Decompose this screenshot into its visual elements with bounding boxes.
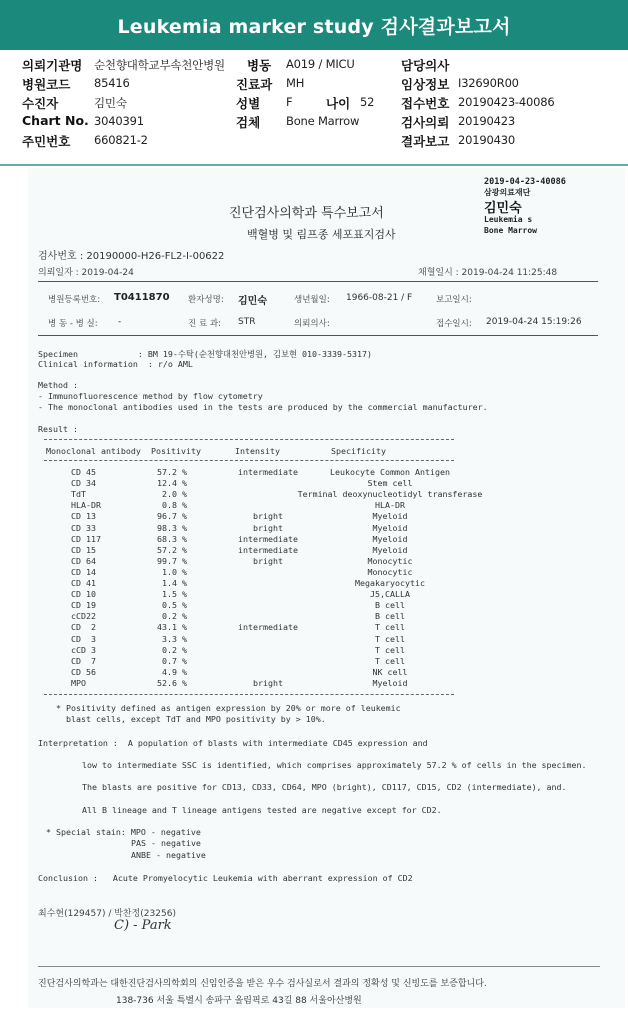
- special-stain-line-3: ANBE - negative: [131, 850, 206, 860]
- specificity-cell: Myeloid: [372, 511, 408, 522]
- label-institution: 의뢰기관명: [22, 58, 83, 73]
- positivity-cell: 0.2 %: [162, 644, 187, 655]
- request-date-line: 의뢰일자 : 2019-04-24: [38, 268, 134, 278]
- specificity-cell: Terminal deoxynucleotidyl transferase: [297, 489, 483, 500]
- antibody-cell: cCD22: [71, 611, 96, 622]
- table-rule-top: [44, 439, 454, 440]
- specificity-cell: Megakaryocytic: [355, 578, 425, 588]
- specificity-cell: T cell: [375, 622, 405, 633]
- dob-value: 1966-08-21 / F: [346, 293, 413, 303]
- banner-title: Leukemia marker study 검사결과보고서: [117, 15, 511, 38]
- antibody-cell: CD 13: [71, 511, 96, 522]
- positivity-cell: 2.0 %: [162, 489, 187, 500]
- label-report-date: 결과보고: [401, 134, 450, 149]
- interpretation-line-4: All B lineage and T lineage antigens tested are negative except for CD2.: [82, 805, 442, 815]
- col-intensity: Intensity: [235, 446, 280, 456]
- intensity-cell: bright: [253, 677, 283, 688]
- patient-value: 김민숙: [238, 296, 267, 307]
- specificity-cell: T cell: [375, 644, 405, 655]
- positivity-cell: 57.2 %: [157, 467, 187, 477]
- specificity-cell: Monocytic: [367, 555, 413, 566]
- value-patient: 김민숙: [94, 96, 127, 110]
- antibody-cell: CD 64: [71, 555, 96, 566]
- value-ward: A019 / MICU: [286, 57, 355, 71]
- clinical-line: Clinical information : r/o AML: [38, 359, 193, 369]
- doctor-label: 의뢰의사:: [294, 319, 330, 329]
- table-rule-mid: [44, 460, 454, 461]
- antibody-cell: CD 45: [71, 467, 96, 477]
- stamp-date: 2019-04-23-40086: [484, 177, 566, 187]
- antibody-cell: HLA-DR: [71, 500, 101, 511]
- footer-line-2: 138-736 서울 특별시 송파구 올림픽로 43길 88 서울아산병원: [116, 996, 362, 1006]
- stamp-line-2: Bone Marrow: [484, 226, 537, 235]
- interpretation-line-1: Interpretation : A population of blasts with intermediate CD45 expression and: [38, 738, 428, 748]
- specimen-line: Specimen : BM 19-수탁(순천향대천안병원, 김보현 010-3339-5317): [38, 349, 372, 359]
- special-stain-line-1: * Special stain: MPO - negative: [46, 827, 201, 837]
- col-specificity: Specificity: [331, 446, 386, 456]
- positivity-cell: 98.3 %: [157, 522, 187, 533]
- label-age: 나이: [326, 96, 351, 111]
- rule: [38, 281, 598, 282]
- report-date-label: 보고일시:: [436, 295, 472, 305]
- label-clinical-info: 임상정보: [401, 77, 450, 92]
- header-row: [0, 75, 628, 94]
- label-department: 진료과: [236, 77, 273, 92]
- table-row: [28, 556, 588, 567]
- table-row: [28, 523, 588, 534]
- table-row: [28, 578, 588, 589]
- dept-label: 진 료 과:: [188, 319, 221, 329]
- antibody-cell: MPO: [71, 677, 86, 688]
- method-line-1: - Immunofluorescence method by flow cytometry: [38, 391, 263, 401]
- table-row: [28, 545, 588, 556]
- intensity-cell: bright: [253, 555, 283, 566]
- footnote-line-2: blast cells, except TdT and MPO positivity by > 10%.: [56, 714, 326, 724]
- interpretation-line-2: low to intermediate SSC is identified, which comprises approximately 57.2 % of cells in the specimen.: [82, 760, 587, 770]
- specificity-cell: Monocytic: [367, 566, 413, 577]
- antibody-cell: CD 33: [71, 522, 96, 533]
- antibody-cell: CD 56: [71, 666, 96, 677]
- table-row: [28, 500, 588, 511]
- handwritten-signature: C) - Park: [114, 918, 172, 933]
- intensity-cell: intermediate: [238, 544, 298, 555]
- value-receipt-no: 20190423-40086: [458, 95, 555, 109]
- specificity-cell: HLA-DR: [375, 500, 405, 511]
- positivity-cell: 1.4 %: [162, 578, 187, 588]
- intensity-cell: bright: [253, 511, 283, 522]
- table-row: [28, 534, 588, 545]
- intensity-cell: intermediate: [238, 622, 298, 633]
- table-row: [28, 611, 588, 622]
- table-row: [28, 622, 588, 633]
- table-row: [28, 634, 588, 645]
- col-positivity: Positivity: [151, 446, 201, 456]
- report-title: 진단검사의학과 특수보고서: [229, 206, 384, 221]
- table-row: [28, 489, 588, 500]
- table-row: [28, 589, 588, 600]
- special-stain-line-2: PAS - negative: [131, 838, 201, 848]
- positivity-cell: 52.6 %: [157, 677, 187, 688]
- value-report-date: 20190430: [458, 133, 515, 147]
- table-row: [28, 511, 588, 522]
- table-row: [28, 645, 588, 656]
- dob-label: 생년월일:: [294, 295, 330, 305]
- label-doctor: 담당의사: [401, 58, 450, 73]
- label-chart-no: Chart No.: [22, 113, 89, 128]
- footer-rule: [38, 966, 600, 967]
- antibody-cell: CD 41: [71, 578, 96, 588]
- ward-label: 병 동 - 병 실:: [48, 319, 98, 329]
- antibody-cell: CD 14: [71, 566, 96, 577]
- stamp-org: 삼광의료재단: [484, 188, 531, 197]
- value-specimen: Bone Marrow: [286, 114, 360, 128]
- label-sex: 성별: [236, 96, 261, 111]
- specificity-cell: J5,CALLA: [370, 589, 410, 600]
- value-clinical-info: I32690R00: [458, 76, 519, 90]
- specificity-cell: T cell: [375, 655, 405, 666]
- method-line-2: - The monoclonal antibodies used in the tests are produced by the commercial manufacturer.: [38, 402, 488, 412]
- header-row: [0, 94, 628, 113]
- reg-label: 병원등록번호:: [48, 295, 101, 305]
- intensity-cell: bright: [253, 522, 283, 533]
- header-row: [0, 132, 628, 151]
- specificity-cell: B cell: [375, 611, 405, 622]
- label-specimen: 검체: [236, 115, 261, 130]
- ward-value: -: [118, 317, 122, 327]
- exam-number: 검사번호 : 20190000-H26-FL2-I-00622: [38, 251, 225, 262]
- value-chart-no: 3040391: [94, 114, 144, 128]
- intensity-cell: intermediate: [238, 533, 298, 544]
- antibody-cell: TdT: [71, 489, 86, 500]
- patient-label: 환자성명:: [188, 295, 224, 305]
- table-row: [28, 678, 588, 689]
- footer-line-1: 진단검사의학과는 대한진단검사의학회의 신임인증을 받은 우수 검사실로서 결과의 정확성 및 신빙도를 보증합니다.: [38, 979, 487, 989]
- interpretation-line-3: The blasts are positive for CD13, CD33, CD64, MPO (bright), CD117, CD15, CD2 (intermediate), and.: [82, 782, 567, 792]
- table-row: [28, 600, 588, 611]
- specificity-cell: Myeloid: [372, 544, 408, 555]
- label-patient: 수진자: [22, 96, 59, 111]
- specificity-cell: T cell: [375, 633, 405, 644]
- specificity-cell: NK cell: [372, 666, 408, 677]
- value-department: MH: [286, 76, 305, 90]
- specificity-cell: Myeloid: [372, 533, 408, 544]
- stamp-name: 김민숙: [484, 201, 522, 216]
- antibody-cell: CD 2: [71, 622, 96, 633]
- method-title: Method :: [38, 380, 78, 390]
- receipt-value: 2019-04-24 15:19:26: [486, 317, 582, 327]
- positivity-cell: 3.3 %: [162, 633, 187, 644]
- positivity-cell: 96.7 %: [157, 511, 187, 522]
- positivity-cell: 1.5 %: [162, 589, 187, 600]
- col-antibody: Monoclonal antibody: [46, 446, 141, 456]
- report-banner: [0, 0, 628, 50]
- positivity-cell: 99.7 %: [157, 555, 187, 566]
- label-receipt-no: 접수번호: [401, 96, 450, 111]
- label-resident-no: 주민번호: [22, 134, 71, 149]
- report-subtitle: 백혈병 및 림프종 세포표지검사: [247, 228, 396, 241]
- value-request-date: 20190423: [458, 114, 515, 128]
- value-hospital-code: 85416: [94, 76, 130, 90]
- antibody-cell: cCD 3: [71, 644, 96, 655]
- table-row: [28, 656, 588, 667]
- result-title: Result :: [38, 424, 78, 434]
- stamp-line-1: Leukemia s: [484, 215, 533, 224]
- antibody-cell: CD 19: [71, 600, 96, 611]
- table-rule-bottom: [44, 694, 454, 695]
- specificity-cell: Myeloid: [372, 522, 408, 533]
- positivity-cell: 4.9 %: [162, 666, 187, 677]
- positivity-cell: 0.8 %: [162, 500, 187, 511]
- specificity-cell: Stem cell: [367, 478, 413, 489]
- antibody-cell: CD 7: [71, 655, 96, 666]
- collect-date-line: 채혈일시 : 2019-04-24 11:25:48: [418, 268, 558, 278]
- header-row: [0, 113, 628, 132]
- antibody-cell: CD 15: [71, 544, 96, 555]
- positivity-cell: 43.1 %: [157, 622, 187, 633]
- antibody-cell: CD 117: [71, 533, 101, 544]
- antibody-cell: CD 34: [71, 478, 96, 489]
- label-request-date: 검사의뢰: [401, 115, 450, 130]
- value-sex: F: [286, 95, 293, 109]
- receipt-label: 접수일시:: [436, 319, 472, 329]
- reg-value: T0411870: [114, 292, 170, 303]
- positivity-cell: 1.0 %: [162, 566, 187, 577]
- positivity-cell: 0.2 %: [162, 611, 187, 622]
- table-row: [28, 467, 588, 478]
- value-age: 52: [360, 95, 375, 109]
- value-resident-no: 660821-2: [94, 133, 148, 147]
- positivity-cell: 0.7 %: [162, 655, 187, 666]
- positivity-cell: 0.5 %: [162, 600, 187, 611]
- value-institution: 순천향대학교부속천안병원: [94, 58, 225, 72]
- table-row: [28, 567, 588, 578]
- positivity-cell: 68.3 %: [157, 533, 187, 544]
- antibody-cell: CD 10: [71, 589, 96, 600]
- label-hospital-code: 병원코드: [22, 77, 71, 92]
- rule: [38, 335, 598, 336]
- request-info-header: [0, 50, 628, 166]
- footnote-line-1: * Positivity defined as antigen expression by 20% or more of leukemic: [56, 703, 401, 713]
- table-row: [28, 478, 588, 489]
- signers-line: 최수현(129457) / 박찬정(23256): [38, 909, 176, 919]
- intensity-cell: intermediate: [238, 467, 298, 477]
- header-row: [0, 56, 628, 75]
- specificity-cell: Leukocyte Common Antigen: [330, 467, 450, 477]
- antibody-cell: CD 3: [71, 633, 96, 644]
- table-row: [28, 667, 588, 678]
- dept-value: STR: [238, 317, 256, 327]
- positivity-cell: 57.2 %: [157, 544, 187, 555]
- positivity-cell: 12.4 %: [157, 478, 187, 489]
- specificity-cell: Myeloid: [372, 677, 408, 688]
- scanned-report: [28, 168, 625, 1008]
- label-ward: 병동: [247, 58, 272, 73]
- specificity-cell: B cell: [375, 600, 405, 611]
- conclusion-line: Conclusion : Acute Promyelocytic Leukemia with aberrant expression of CD2: [38, 873, 413, 883]
